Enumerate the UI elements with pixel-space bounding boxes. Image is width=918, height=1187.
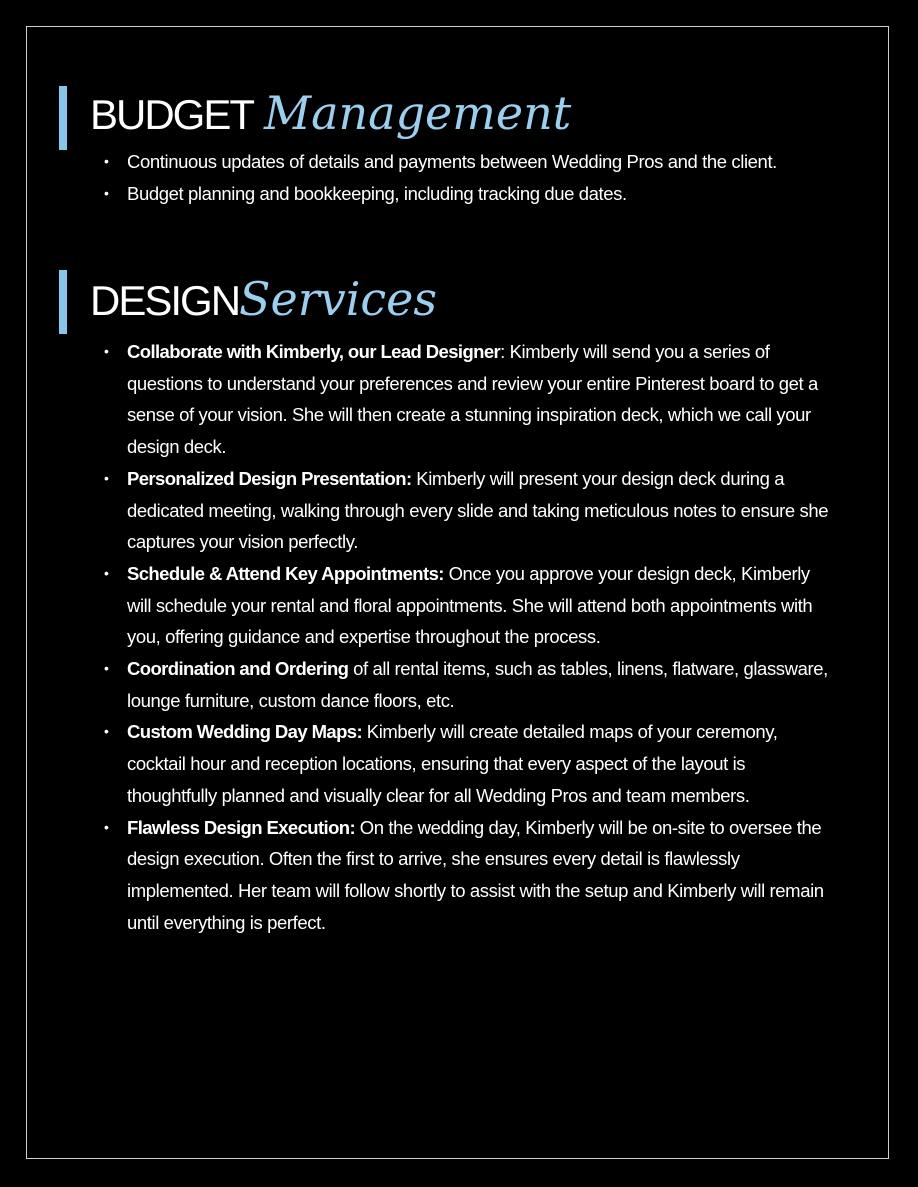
list-item-text: : Kimberly will send you a series of questions to understand your preferences and review your entire Pinterest board to get a sense of your vision. She will then create a stunning inspiration deck, which we call your design deck. — [127, 341, 818, 458]
list-item — [104, 146, 834, 178]
accent-bar — [59, 270, 67, 334]
list-item-title: Flawless Design Execution: — [127, 816, 356, 838]
bullet-icon: • — [104, 343, 109, 359]
bullet-icon: • — [104, 660, 109, 677]
design-list — [104, 336, 834, 938]
bullet-icon: • — [104, 184, 109, 201]
list-item-text: Kimberly will present your design deck during a dedicated meeting, walking through every slide and taking meticulous notes to ensure she captures your vision perfectly. — [127, 467, 829, 553]
budget-heading — [59, 86, 572, 150]
list-item-text: Continuous updates of details and payments between Wedding Pros and the client. — [127, 151, 777, 172]
list-item-title: Personalized Design Presentation: — [127, 467, 412, 489]
list-item — [104, 336, 834, 463]
budget-list — [104, 146, 834, 209]
list-item-text: Kimberly will create detailed maps of your ceremony, cocktail hour and reception locations, ensuring that every aspect of the layout is thoughtfully planned and visually clear for all Wedding Pros and team members. — [127, 721, 778, 806]
bullet-icon: • — [104, 469, 109, 486]
list-item-title: Schedule & Attend Key Appointments: — [127, 562, 444, 584]
bullet-icon: • — [104, 818, 109, 835]
design-heading — [59, 270, 439, 334]
bullet-icon: • — [104, 723, 109, 740]
bullet-icon: • — [104, 564, 109, 581]
list-item-text: Budget planning and bookkeeping, including tracking due dates. — [127, 182, 627, 204]
list-item-title: Custom Wedding Day Maps: — [127, 721, 363, 743]
list-item-title: Collaborate with Kimberly, our Lead Designer — [127, 341, 501, 362]
design-heading-script: Services — [239, 272, 438, 326]
bullet-icon: • — [104, 153, 109, 169]
design-heading-word: DESIGN — [90, 277, 240, 324]
list-item-title: Coordination and Ordering — [127, 658, 349, 680]
list-item — [104, 463, 834, 558]
list-item-text: of all rental items, such as tables, linens, flatware, glassware, lounge furniture, custom dance floors, etc. — [127, 658, 828, 711]
accent-bar — [59, 86, 67, 150]
list-item — [104, 812, 834, 939]
budget-heading-script: Management — [264, 86, 572, 140]
list-item-text: On the wedding day, Kimberly will be on-site to oversee the design execution. Often the first to arrive, she ensures every detail is flawlessly implemented. Her team will follow shortly to assist with the setup and Kimberly will remain until everything is perfect. — [127, 816, 824, 933]
list-item — [104, 653, 834, 716]
list-item-text: Once you approve your design deck, Kimberly will schedule your rental and floral appointments. She will attend both appointments with you, offering guidance and expertise throughout the process. — [127, 562, 813, 648]
list-item — [104, 558, 834, 653]
list-item — [104, 178, 834, 210]
budget-heading-word: BUDGET — [90, 91, 254, 138]
list-item — [104, 716, 834, 811]
